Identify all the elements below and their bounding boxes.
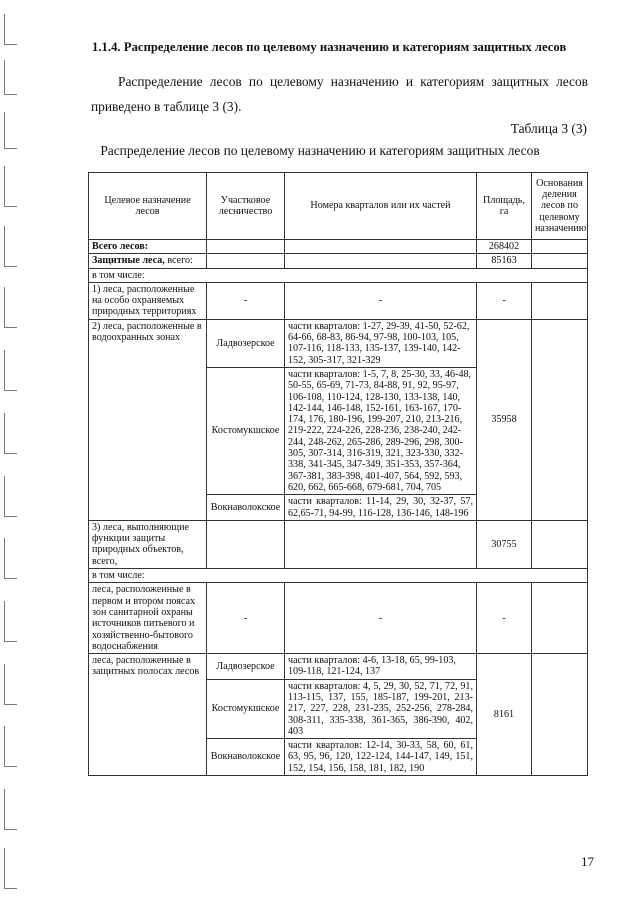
table-row-water-ladvozero (89, 319, 588, 367)
r2-ladvozero-quarters: части кварталов: 1-27, 29-39, 41-50, 52-62, 64-66, 68-83, 86-94, 97-98, 100-103, 105, 107-116, 118-133, 135-137, 139-140, 142-152, 305-317, 321-329 (285, 319, 477, 367)
table-row-nature-protection (89, 520, 588, 568)
section-heading: 1.1.4. Распределение лесов по целевому назначению и категориям защитных лесов (92, 40, 567, 54)
table-row-oopt (89, 282, 588, 319)
r1-forestry-dash: - (207, 282, 285, 319)
including-label-1: в том числе: (89, 268, 588, 282)
table-row-including-1 (89, 268, 588, 282)
r3b-ladvozero: Ладвозерское (207, 654, 285, 680)
r1-label: 1) леса, расположенные на особо охраняемых природных территориях (89, 282, 207, 319)
intro-paragraph-line2: приведено в таблице 3 (3). (91, 99, 242, 114)
header-purpose: Целевое назначение лесов (89, 173, 207, 240)
r3b-voknavolok-quarters: части кварталов: 12-14, 30-33, 58, 60, 61, 63, 95, 96, 120, 122-124, 144-147, 149, 151, 152, 154, 156, 158, 181, 182, 190 (285, 739, 477, 776)
r2-label: 2) леса, расположенные в водоохранных зонах (89, 319, 207, 520)
header-quarters: Номера кварталов или их частей (285, 173, 477, 240)
table-row-strips-ladvozero (89, 654, 588, 680)
protective-area: 85163 (477, 254, 532, 268)
r2-kostomuksha-quarters: части кварталов: 1-5, 7, 8, 25-30, 33, 46-48, 50-55, 65-69, 71-73, 84-88, 91, 92, 95-97, 106-108, 110-124, 128-130, 133-138, 140, 142-144, 146-148, 152-161, 163-167, 170-174, 176, 180-196, 199-207, 210, 213-216, 219-222, 224-226, 228-236, 238-240, 242-244, 248-262, 265-286, 289-296, 298, 300-305, 307-314, 316-319, 321, 323-330, 332-338, 341-345, 347-349, 351-353, 357-364, 367-381, 383-398, 401-407, 564, 592, 593, 620, 662, 665-668, 679-681, 704, 705 (285, 367, 477, 494)
intro-paragraph-line1: Распределение лесов по целевому назначению и категориям защитных лесов (118, 74, 588, 89)
r3b-kostomuksha-quarters: части кварталов: 4, 5, 29, 30, 52, 71, 72, 91, 113-115, 137, 155, 185-187, 199-201, 213-217, 227, 228, 231-235, 252-256, 278-284, 308-311, 335-338, 361-365, 386-390, 402, 403 (285, 679, 477, 738)
r2-kostomuksha: Костомукшское (207, 367, 285, 494)
r3b-kostomuksha: Костомукшское (207, 679, 285, 738)
table-row-including-2 (89, 569, 588, 583)
header-forestry: Участковое лесничество (207, 173, 285, 240)
table-row-sanitary-zones (89, 583, 588, 654)
r3a-label: леса, расположенные в первом и втором поясах зон санитарной охраны источников питьевого и хозяйственно-бытового водоснабжения (89, 583, 207, 654)
r3b-label: леса, расположенные в защитных полосах лесов (89, 654, 207, 776)
r2-voknavolok: Вокнаволокское (207, 495, 285, 521)
r3-area: 30755 (477, 520, 532, 568)
r3b-area: 8161 (477, 654, 532, 776)
total-area: 268402 (477, 240, 532, 254)
r3a-quarters-dash: - (285, 583, 477, 654)
r1-area-dash: - (477, 282, 532, 319)
r2-area: 35958 (477, 319, 532, 520)
header-basis: Основания деления лесов по целевому назначению (532, 173, 588, 240)
table-row-protective (89, 254, 588, 268)
table-row-total (89, 240, 588, 254)
table-header-row (89, 173, 588, 240)
including-label-2: в том числе: (89, 569, 588, 583)
binding-margin (0, 0, 22, 905)
r3b-voknavolok: Вокнаволокское (207, 739, 285, 776)
r3a-forestry-dash: - (207, 583, 285, 654)
table-caption: Распределение лесов по целевому назначению и категориям защитных лесов (100, 143, 540, 158)
page-number: 17 (581, 854, 594, 869)
table-number: Таблица 3 (3) (510, 121, 587, 136)
r1-quarters-dash: - (285, 282, 477, 319)
header-area: Площадь, га (477, 173, 532, 240)
r3b-ladvozero-quarters: части кварталов: 4-6, 13-18, 65, 99-103, 109-118, 121-124, 137 (285, 654, 477, 680)
r2-voknavolok-quarters: части кварталов: 11-14, 29, 30, 32-37, 57, 62,65-71, 94-99, 116-128, 136-146, 148-196 (285, 495, 477, 521)
forest-distribution-table (88, 172, 588, 776)
r3a-area-dash: - (477, 583, 532, 654)
r2-ladvozero: Ладвозерское (207, 319, 285, 367)
r3-label: 3) леса, выполняющие функции защиты природных объектов, всего, (89, 520, 207, 568)
total-label: Всего лесов: (89, 240, 207, 254)
protective-label: Защитные леса, всего: (89, 254, 207, 268)
